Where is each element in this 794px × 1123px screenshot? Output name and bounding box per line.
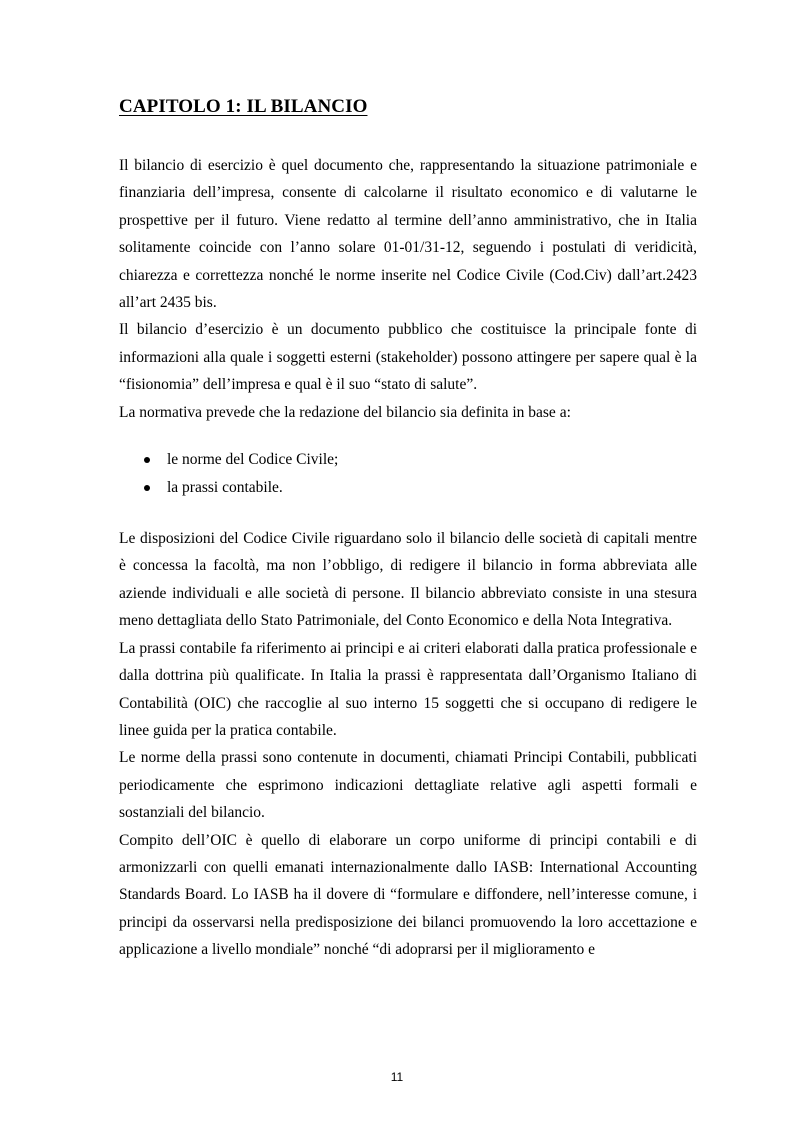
paragraph: La normativa prevede che la redazione del bilancio sia definita in base a: [119, 403, 571, 421]
paragraph: Le norme della prassi sono contenute in documenti, chiamati Principi Contabili, pubblicati periodicamente che esprimono indicazioni dettagliate relative agli aspetti formali e sostanziali del bilancio. [119, 749, 697, 822]
list-item-text: le norme del Codice Civile; [167, 451, 339, 469]
chapter-heading: CAPITOLO 1: IL BILANCIO [119, 96, 368, 117]
bullet-icon [144, 485, 150, 491]
bullet-list [119, 446, 697, 502]
paragraph: Il bilancio di esercizio è quel documento che, rappresentando la situazione patrimoniale e finanziaria dell’impresa, consente di calcolarne il risultato economico e di valutarne le prospettive per il futuro. Viene redatto al termine dell’anno amministrativo, che in Italia solitamente coincide con l’anno solare 01-01/31-12, seguendo i postulati di veridicità, chiarezza e correttezza nonché le norme inserite nel Codice Civile (Cod.Civ) dall’art.2423 all’art 2435 bis. [119, 157, 697, 312]
paragraph: Compito dell’OIC è quello di elaborare un corpo uniforme di principi contabili e di armonizzarli con quelli emanati internazionalmente dallo IASB: International Accounting Standards Board. Lo IASB ha il dovere di “formulare e diffondere, nell’interesse comune, i principi da osservarsi nella predisposizione dei bilanci promuovendo la loro accettazione e applicazione a livello mondiale” nonché “di adoprarsi per il miglioramento e [119, 831, 697, 959]
page-number: 11 [390, 1070, 404, 1084]
list-item [119, 474, 697, 502]
paragraph: Il bilancio d’esercizio è un documento pubblico che costituisce la principale fonte di informazioni alla quale i soggetti esterni (stakeholder) possono attingere per sapere qual è la “fisionomia” dell’impresa e qual è il suo “stato di salute”. [119, 321, 697, 394]
body-text [119, 152, 697, 964]
paragraph: La prassi contabile fa riferimento ai principi e ai criteri elaborati dalla pratica professionale e dalla dottrina più qualificate. In Italia la prassi è rappresentata dall’Organismo Italiano di Contabilità (OIC) che raccoglie al suo interno 15 soggetti che si occupano di redigere le linee guida per la pratica contabile. [119, 639, 697, 739]
bullet-icon [144, 457, 150, 463]
paragraph: Le disposizioni del Codice Civile riguardano solo il bilancio delle società di capitali mentre è concessa la facoltà, ma non l’obbligo, di redigere il bilancio in forma abbreviata alle aziende individuali e alle società di persone. Il bilancio abbreviato consiste in una stesura meno dettagliata dello Stato Patrimoniale, del Conto Economico e della Nota Integrativa. [119, 530, 697, 630]
list-item-text: la prassi contabile. [167, 479, 283, 497]
list-item [119, 446, 697, 474]
